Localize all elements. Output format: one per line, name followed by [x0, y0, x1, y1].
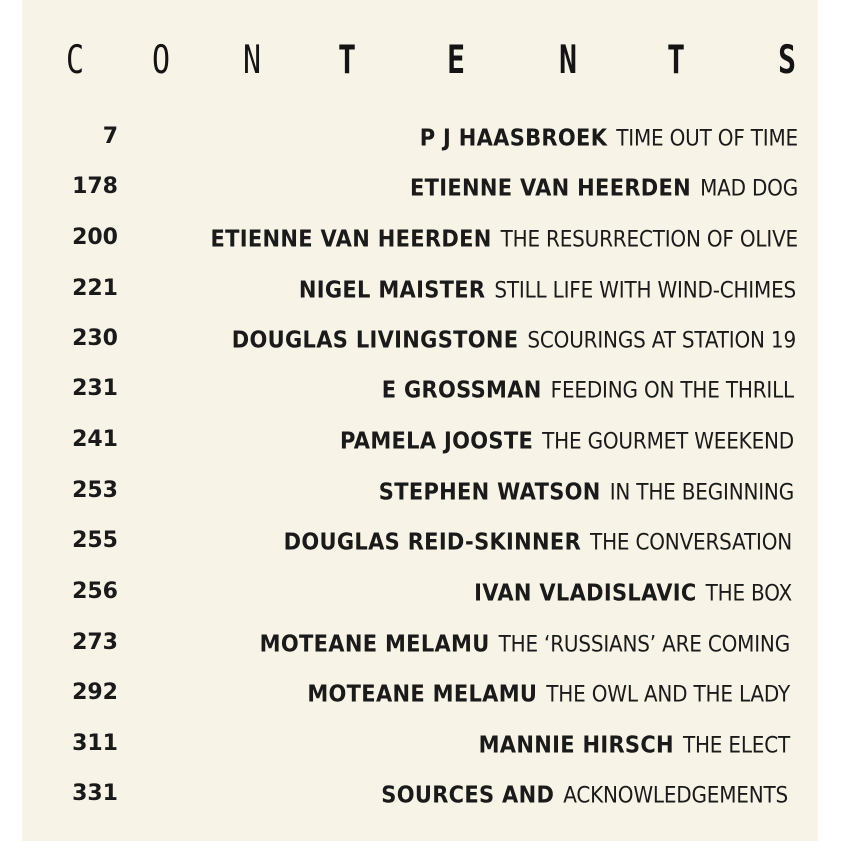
contents-entry	[22, 528, 818, 568]
page-number: 311	[72, 731, 118, 756]
contents-entry	[22, 579, 818, 619]
entry-line	[382, 376, 794, 403]
entry-title: THE GOURMET WEEKEND	[542, 427, 794, 454]
entry-author: P J HAASBROEK	[419, 124, 608, 151]
heading-letter: T	[667, 38, 686, 84]
entry-title: THE BOX	[705, 579, 792, 606]
entry-title: THE OWL AND THE LADY	[546, 680, 790, 707]
entry-author: ETIENNE VAN HEERDEN	[210, 225, 492, 252]
entry-line	[381, 781, 788, 808]
page-number: 221	[72, 276, 118, 301]
contents-entry	[22, 174, 818, 214]
entry-line	[379, 478, 794, 505]
contents-entry	[22, 427, 818, 467]
page-number: 230	[72, 326, 118, 351]
entry-author: MANNIE HIRSCH	[478, 731, 674, 758]
entry-title: ACKNOWLEDGEMENTS	[563, 781, 788, 808]
heading-letter: S	[778, 38, 797, 84]
contents-page	[22, 0, 818, 841]
contents-entry	[22, 276, 818, 316]
entry-author: IVAN VLADISLAVIC	[474, 579, 697, 606]
entry-title: MAD DOG	[700, 174, 798, 201]
entry-title: THE RESURRECTION OF OLIVE	[500, 225, 798, 252]
page-number: 231	[72, 376, 118, 401]
entry-author: MOTEANE MELAMU	[259, 630, 490, 657]
page-number: 273	[72, 630, 118, 655]
contents-entry	[22, 781, 818, 821]
entry-author: NIGEL MAISTER	[298, 276, 486, 303]
entry-author: STEPHEN WATSON	[378, 478, 601, 505]
entry-line	[260, 630, 790, 657]
page-number: 200	[72, 225, 118, 250]
page-number: 7	[102, 124, 118, 149]
heading-letter: T	[338, 38, 357, 84]
heading-letter: N	[243, 38, 262, 84]
entry-author: ETIENNE VAN HEERDEN	[409, 174, 692, 201]
page-number: 256	[72, 579, 118, 604]
contents-entry	[22, 478, 818, 518]
page-number: 178	[72, 174, 118, 199]
heading-letter: O	[152, 38, 171, 84]
entry-line	[474, 579, 792, 606]
entry-title: THE ELECT	[682, 731, 790, 758]
entry-author: SOURCES AND	[381, 781, 555, 808]
contents-entry	[22, 680, 818, 720]
page-number: 292	[72, 680, 118, 705]
entry-line	[307, 680, 790, 707]
entry-line	[410, 174, 798, 201]
heading-letter: N	[559, 38, 578, 84]
contents-heading	[22, 38, 818, 88]
page-number: 331	[72, 781, 118, 806]
heading-letter: E	[447, 38, 466, 84]
entry-line	[284, 528, 792, 555]
entry-title: THE CONVERSATION	[590, 528, 792, 555]
entry-title: IN THE BEGINNING	[609, 478, 794, 505]
contents-entry	[22, 630, 818, 670]
heading-letter: C	[66, 38, 85, 84]
contents-entry	[22, 225, 818, 265]
entry-line	[211, 225, 799, 252]
entry-title: STILL LIFE WITH WIND-CHIMES	[494, 276, 796, 303]
entry-author: E GROSSMAN	[381, 376, 542, 403]
entry-title: THE ‘RUSSIANS’ ARE COMING	[498, 630, 790, 657]
entry-line	[340, 427, 794, 454]
contents-entry	[22, 731, 818, 771]
entry-line	[232, 326, 796, 353]
entry-line	[299, 276, 796, 303]
contents-entry	[22, 124, 818, 164]
entry-author: PAMELA JOOSTE	[340, 427, 534, 454]
entry-title: FEEDING ON THE THRILL	[550, 376, 794, 403]
entry-author: MOTEANE MELAMU	[307, 680, 538, 707]
page-number: 255	[72, 528, 118, 553]
contents-entry	[22, 376, 818, 416]
page-number: 241	[72, 427, 118, 452]
entry-author: DOUGLAS REID-SKINNER	[283, 528, 582, 555]
entry-author: DOUGLAS LIVINGSTONE	[231, 326, 519, 353]
entry-title: TIME OUT OF TIME	[616, 124, 798, 151]
contents-entry	[22, 326, 818, 366]
page-number: 253	[72, 478, 118, 503]
entry-line	[420, 124, 798, 151]
entry-line	[479, 731, 790, 758]
entry-title: SCOURINGS AT STATION 19	[527, 326, 796, 353]
